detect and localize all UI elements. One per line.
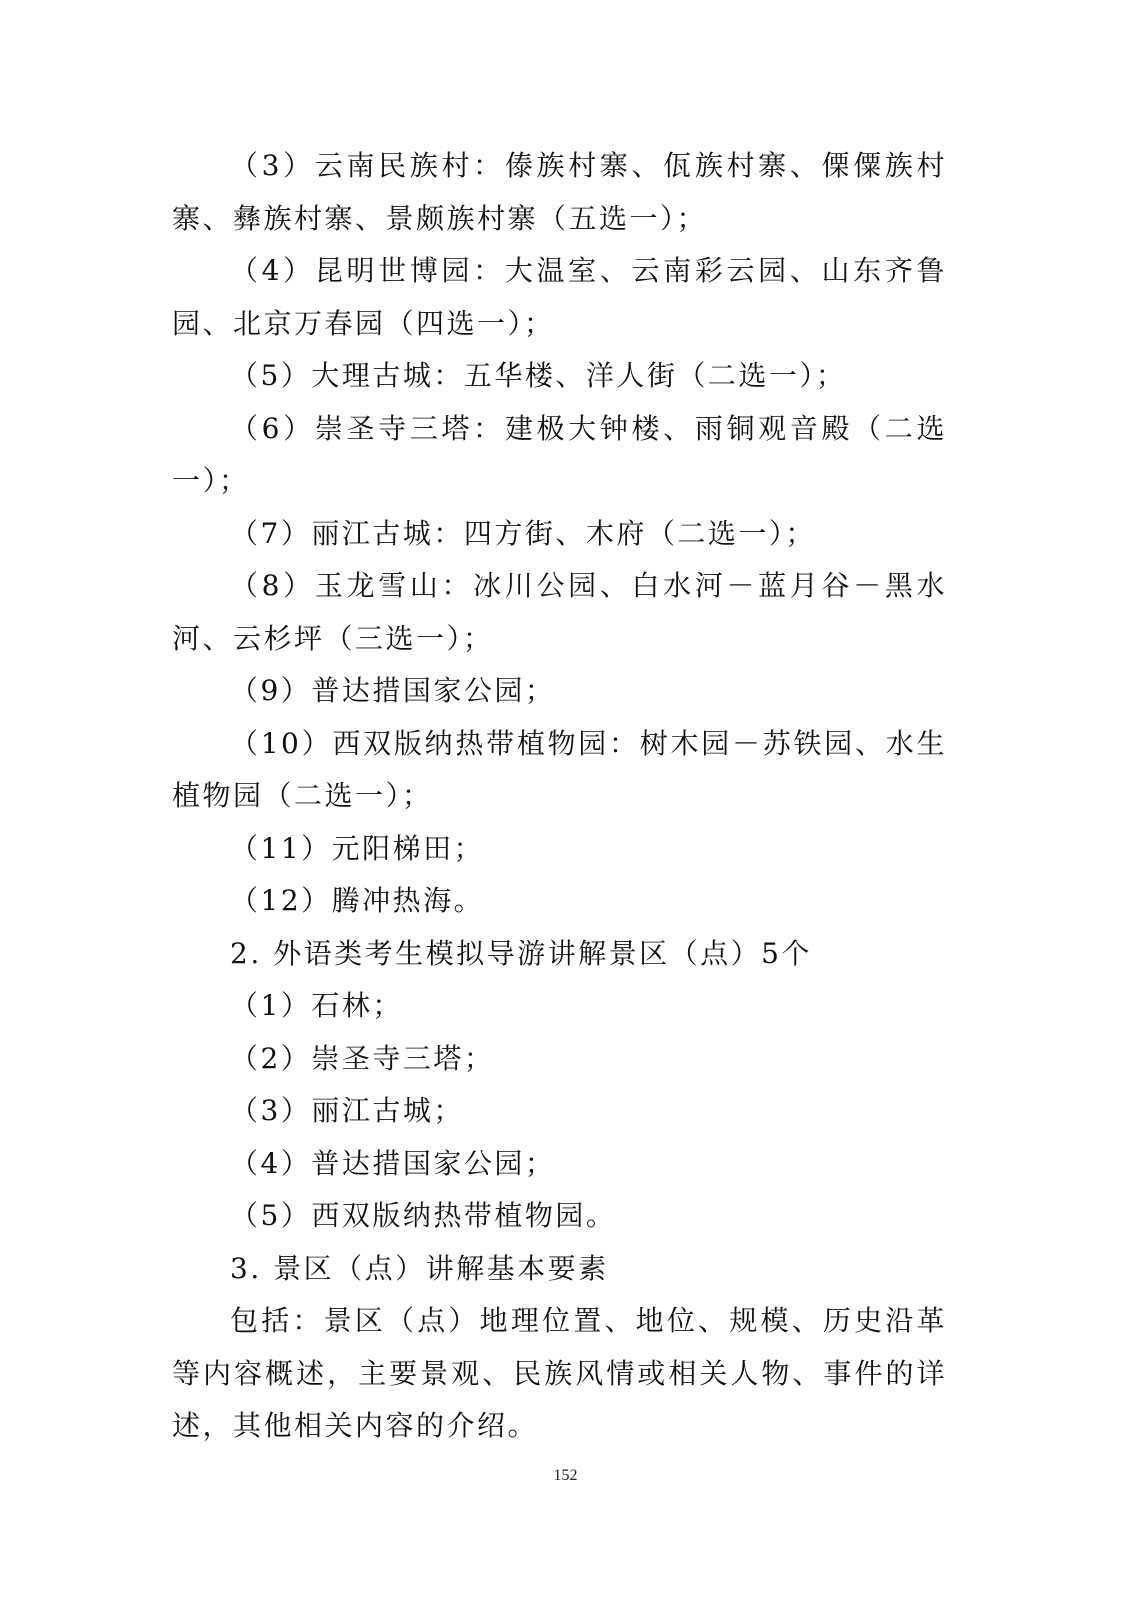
- paragraph-tengchong-hot-sea: （12）腾冲热海。: [230, 884, 485, 917]
- list-item-stone-forest: （1）石林；: [230, 989, 403, 1022]
- paragraph-dali-old-town: （5）大理古城：五华楼、洋人街（二选一）；: [230, 359, 847, 392]
- paragraph-basic-elements-description: 包括：景区（点）地理位置、地位、规模、历史沿革等内容概述，主要景观、民族风情或相关人物、事件的详述，其他相关内容的介绍。: [172, 1304, 947, 1442]
- paragraph-chongsheng-three-pagodas: （6）崇圣寺三塔：建极大钟楼、雨铜观音殿（二选一）；: [172, 411, 947, 497]
- paragraph-yuanyang-rice-terraces: （11）元阳梯田；: [230, 831, 485, 865]
- section-heading-basic-elements: 3. 景区（点）讲解基本要素: [230, 1251, 609, 1285]
- paragraph-kunming-expo-garden: （4）昆明世博园：大温室、云南彩云园、山东齐鲁园、北京万春园（四选一）；: [172, 254, 947, 340]
- paragraph-jade-dragon-snow-mountain: （8）玉龙雪山：冰川公园、白水河－蓝月谷－黑水河、云杉坪（三选一）；: [172, 569, 947, 655]
- section-heading-foreign-language: 2. 外语类考生模拟导游讲解景区（点）5个: [230, 936, 812, 970]
- paragraph-xishuangbanna-botanical-garden: （10）西双版纳热带植物园：树木园－苏铁园、水生植物园（二选一）；: [172, 726, 947, 812]
- body-text: [172, 140, 947, 1453]
- list-item-potatso: （4）普达措国家公园；: [230, 1146, 556, 1180]
- paragraph-yunnan-ethnic-village: （3）云南民族村：傣族村寨、佤族村寨、傈僳族村寨、彝族村寨、景颇族村寨（五选一）；: [172, 149, 947, 235]
- list-item-xishuangbanna: （5）西双版纳热带植物园。: [230, 1199, 617, 1232]
- paragraph-potatso-national-park: （9）普达措国家公园；: [230, 674, 556, 707]
- page-number: 152: [553, 1467, 578, 1484]
- list-item-three-pagodas: （2）崇圣寺三塔；: [230, 1041, 495, 1075]
- list-item-lijiang: （3）丽江古城；: [230, 1094, 464, 1127]
- paragraph-lijiang-old-town: （7）丽江古城：四方街、木府（二选一）；: [230, 516, 816, 550]
